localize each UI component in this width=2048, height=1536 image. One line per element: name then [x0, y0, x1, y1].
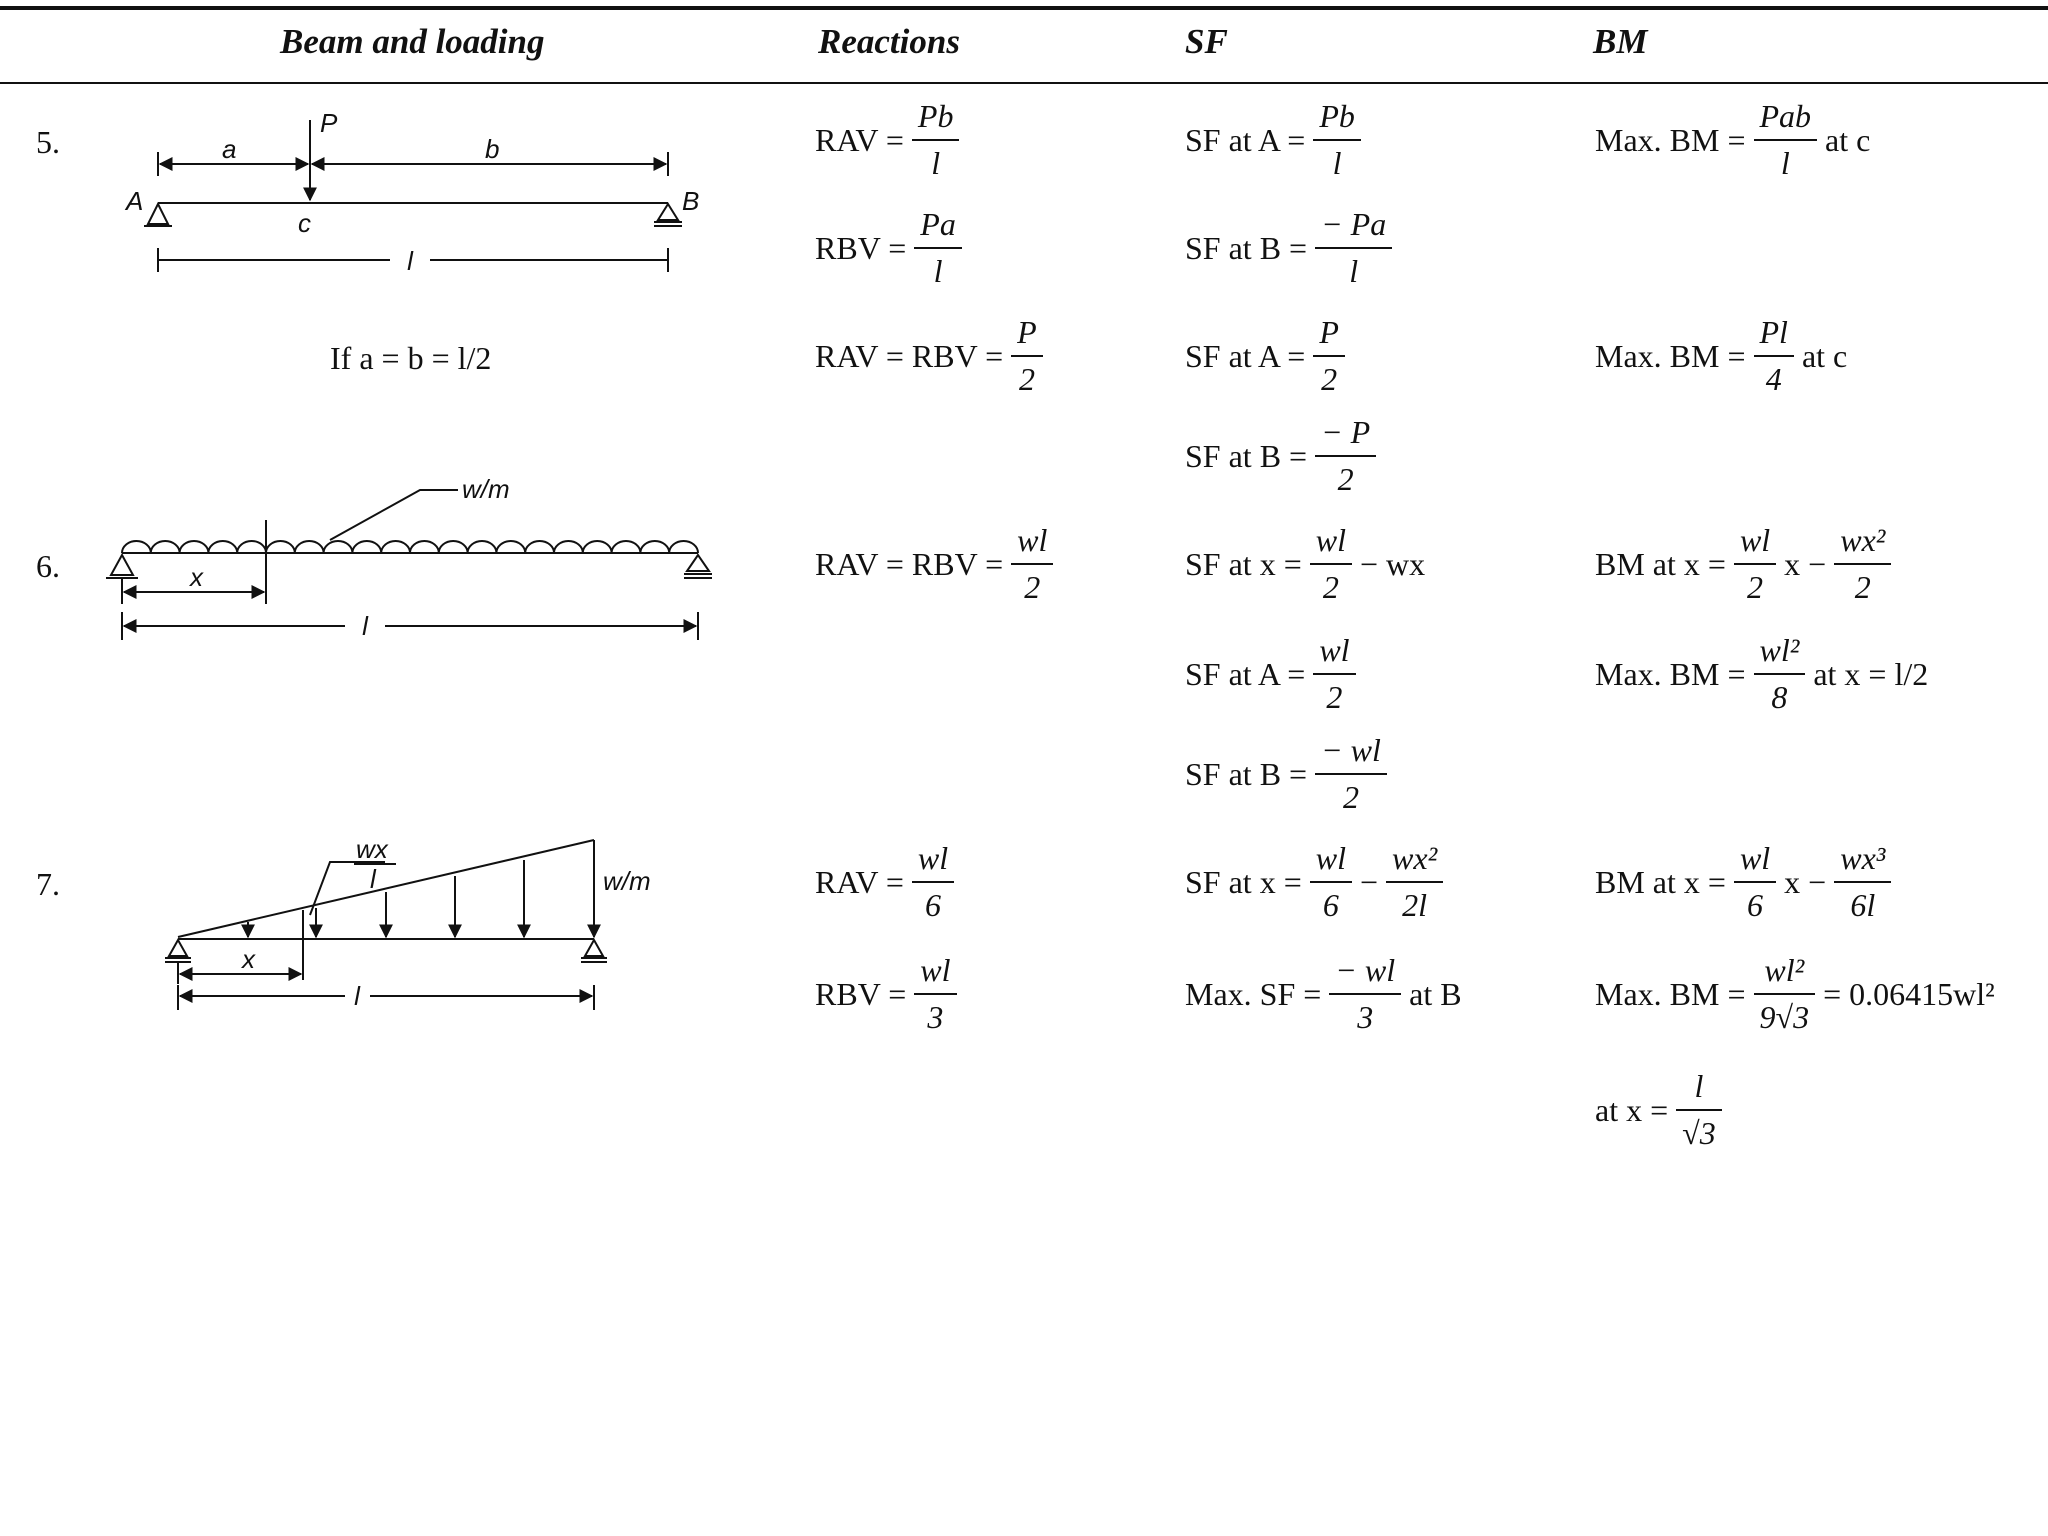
sf-max-7: Max. SF = $\frac{- wl}{3}$ at B — [1185, 952, 1462, 1035]
sf-at-x-7: SF at x = $\frac{wl}{6}$ − $\frac{\text{wx²}}{2l}$ — [1185, 840, 1451, 924]
row-number-5: 5. — [36, 124, 60, 160]
bm-location-7: at x = $\frac{l}{√3}$ — [1595, 1068, 1730, 1152]
reaction-equal-5: RAV = RBV = $\frac{P}{2}$ — [815, 314, 1051, 398]
bm-max-6: Max. BM = $\frac{\text{wl²}}{8}$ at x = l/2 — [1595, 632, 1929, 715]
label-x: x — [190, 562, 203, 592]
sf-at-b-6: SF at B = $\frac{- wl}{2}$ — [1185, 732, 1395, 816]
reaction-equal-6: RAV = RBV = $\frac{wl}{2}$ — [815, 522, 1061, 606]
label-x-tri: x — [242, 944, 255, 974]
sf-at-a-5: SF at A = $\frac{Pb}{l}$ — [1185, 98, 1369, 182]
bm-max-7: Max. BM = $\frac{\text{wl²}}{9√3}$ = 0.06415wl² — [1595, 952, 1995, 1035]
label-A: A — [126, 186, 144, 216]
reaction-rbv-5: RBV = $\frac{Pa}{l}$ — [815, 206, 970, 290]
label-b: b — [485, 134, 500, 164]
row-number-7: 7. — [36, 866, 60, 902]
reaction-rbv-7: RBV = $\frac{wl}{3}$ — [815, 952, 965, 1036]
label-w-per-m-tri: w/m — [603, 866, 651, 896]
label-l-span: l — [407, 246, 413, 276]
sf-at-x-6: SF at x = $\frac{wl}{2}$ − wx — [1185, 522, 1426, 605]
label-wx: wx — [356, 834, 388, 864]
label-a: a — [222, 134, 237, 164]
label-c: c — [298, 208, 311, 238]
sf-at-b-5: SF at B = $\frac{- Pa}{l}$ — [1185, 206, 1400, 290]
label-w-per-m: w/m — [462, 474, 510, 504]
row-number-6: 6. — [36, 548, 60, 584]
bm-max-half-5: Max. BM = $\frac{Pl}{4}$ at c — [1595, 314, 1848, 397]
sf-at-b-half-5: SF at B = $\frac{- P}{2}$ — [1185, 414, 1384, 498]
bm-at-x-7: BM at x = $\frac{wl}{6}$ x − $\frac{\text{wx³}}{6l}$ — [1595, 840, 1899, 924]
sf-at-a-half-5: SF at A = $\frac{P}{2}$ — [1185, 314, 1353, 398]
label-l-small: l — [370, 864, 376, 894]
header-sf: SF — [1185, 22, 1228, 61]
diagram-triangular-load — [165, 840, 607, 1010]
bm-at-x-6: BM at x = $\frac{wl}{2}$ x − $\frac{\text{wx²}}{2}$ — [1595, 522, 1899, 606]
condition-a-equals-b: If a = b = l/2 — [330, 340, 492, 376]
sf-at-a-6: SF at A = $\frac{wl}{2}$ — [1185, 632, 1364, 716]
label-l-span-tri: l — [354, 981, 360, 1011]
header-bm: BM — [1593, 22, 1648, 61]
label-P: P — [320, 108, 338, 138]
reaction-rav-5: RAV = $\frac{Pb}{l}$ — [815, 98, 967, 182]
header-beam-and-loading: Beam and loading — [280, 22, 545, 61]
header-reactions: Reactions — [818, 22, 960, 61]
bm-max-5: Max. BM = $\frac{\text{Pab}}{l}$ at c — [1595, 98, 1871, 181]
reaction-rav-7: RAV = $\frac{wl}{6}$ — [815, 840, 962, 924]
label-B: B — [682, 186, 700, 216]
label-l-span-udl: l — [362, 611, 368, 641]
